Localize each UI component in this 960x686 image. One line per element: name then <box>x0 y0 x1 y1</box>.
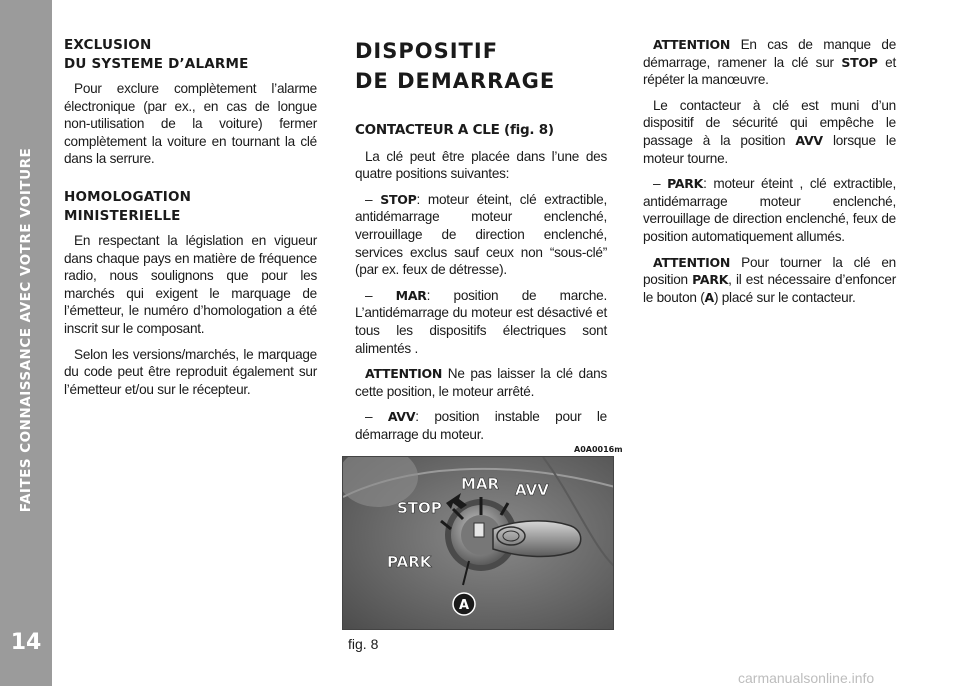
label-stop: STOP <box>397 499 442 517</box>
attention-park: ATTENTION Pour tourner la clé en position PARK, il est nécessaire d’enfoncer le bouton (A) placé sur le contacteur. <box>643 254 896 305</box>
alarm-exclusion-text: Pour exclure complètement l’alarme électronique (par ex., en cas de longue non-utilisation de la voiture) fermer complètement la voiture en tournant la clé dans la serrure. <box>64 81 317 167</box>
homologation-text: En respectant la législation en vigueur dans chaque pays en matière de fréquence radio, nous soulignons que pour les marchés qui exigent le marquage de l’émetteur, le numéro d’homologation a été inscrit sur le composant. <box>64 232 317 336</box>
label-park: PARK <box>387 553 432 571</box>
label-a: A <box>458 598 470 613</box>
safety-device-text: Le contacteur à clé est muni d’un dispositif de sécurité qui empêche le passage à la position AVV lorsque le moteur tourne. <box>643 97 897 166</box>
mar-position: – MAR: position de marche. L’antidémarrage du moteur est désactivé et tous les dispositifs électriques sont alimentés . <box>355 287 608 356</box>
section-title-vertical: FAITES CONNAISSANCE AVEC VOTRE VOITURE <box>18 147 34 513</box>
column-middle <box>355 36 607 452</box>
stop-position: – STOP: moteur éteint, clé extractible, antidémarrage moteur enclenché, verrouillage de direction enclenché, services exclus sauf ceux non “sous-clé” (par ex. feux de détresse). <box>355 191 607 278</box>
attention-restart: ATTENTION En cas de manque de démarrage, ramener la clé sur STOP et répéter la manœuvre. <box>643 37 896 88</box>
ignition-illustration <box>343 457 614 630</box>
attention-mar: ATTENTION Ne pas laisser la clé dans cette position, le moteur arrêté. <box>355 366 607 399</box>
release-button <box>474 523 484 537</box>
park-position: – PARK: moteur éteint , clé extractible, antidémarrage moteur enclenché, verrouillage de direction enclenché, feux de position automatiquement allumés. <box>643 176 897 244</box>
page-title: DISPOSITIF DE DEMARRAGE <box>355 39 556 93</box>
figure-code: A0A0016m <box>574 445 623 454</box>
column-right <box>643 36 896 314</box>
label-avv: AVV <box>515 481 549 499</box>
positions-intro: La clé peut être placée dans l’une des quatre positions suivantes: <box>355 148 607 182</box>
watermark: carmanualsonline.info <box>738 670 875 686</box>
subheading-key-switch: CONTACTEUR A CLE (fig. 8) <box>355 122 554 138</box>
avv-position: – AVV: position instable pour le démarrage du moteur. <box>355 409 607 442</box>
label-mar: MAR <box>461 475 500 493</box>
ignition-figure <box>342 456 614 630</box>
figure-caption: fig. 8 <box>348 636 379 652</box>
heading-alarm-exclusion: EXCLUSION DU SYSTEME D’ALARME <box>64 37 249 72</box>
column-left <box>64 36 317 406</box>
key-head <box>493 521 581 557</box>
side-band <box>0 0 52 686</box>
marking-text: Selon les versions/marchés, le marquage du code peut être reproduit également sur l’émetteur et/ou sur le récepteur. <box>64 346 317 397</box>
heading-homologation: HOMOLOGATION MINISTERIELLE <box>64 188 192 224</box>
page-number: 14 <box>10 630 42 655</box>
